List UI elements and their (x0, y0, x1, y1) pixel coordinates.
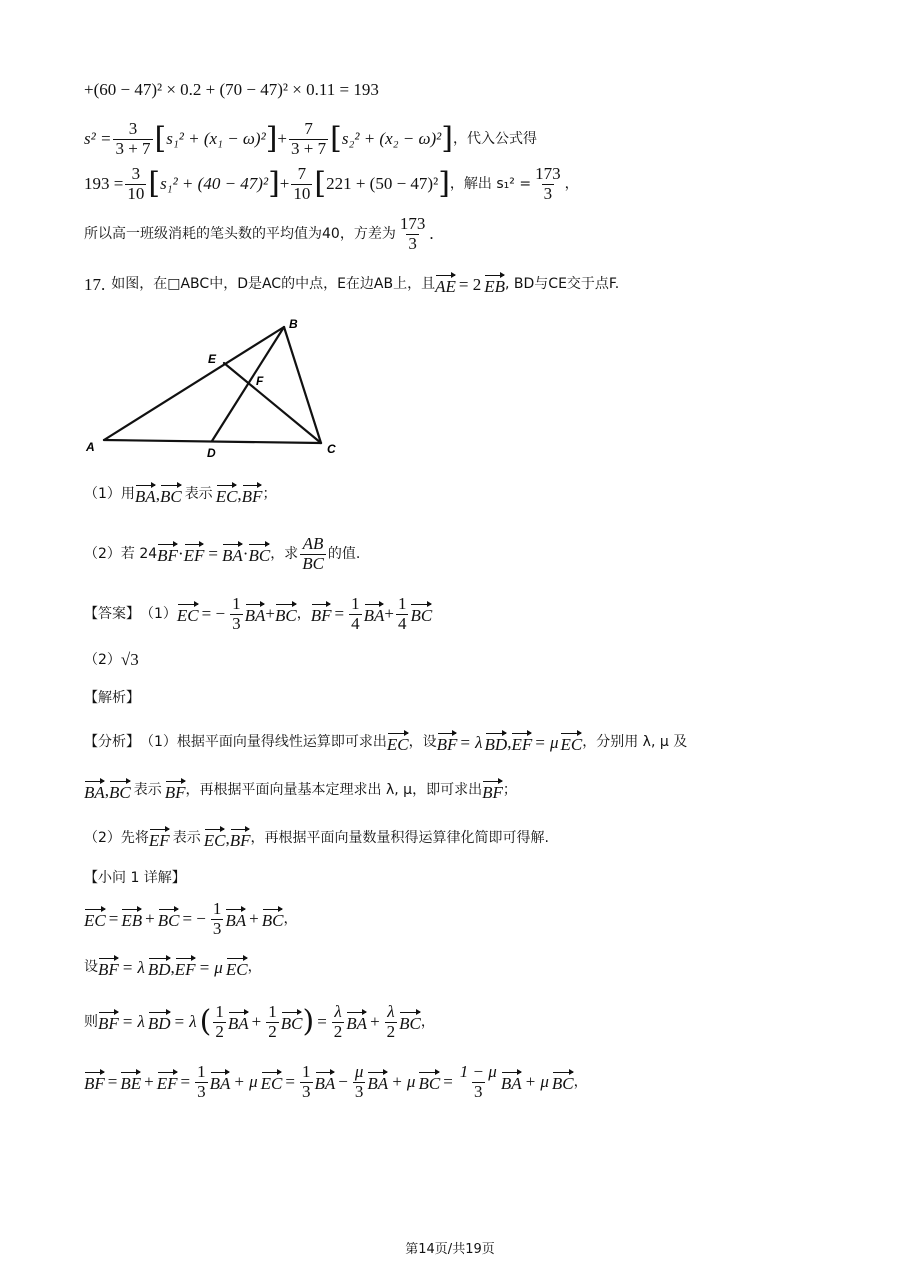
bracket-content: s₁² + (40 − 47)² (160, 173, 269, 193)
plus-sign: + (145, 908, 155, 928)
vector-ef: EF (184, 541, 205, 566)
fraction (291, 165, 312, 203)
analysis-tag-line (84, 690, 860, 707)
vector-ec: EC (226, 955, 248, 980)
comma: , (104, 780, 110, 800)
equals: = (443, 1071, 453, 1091)
fraction-denominator: 3 (302, 1081, 311, 1101)
fraction-numerator: λ (334, 1002, 342, 1021)
fraction (396, 595, 409, 633)
fraction-denominator: 10 (127, 183, 145, 203)
part-text: ，求 (270, 545, 299, 562)
fraction-numerator: 1 (212, 899, 222, 918)
equals-lambda: = λ (173, 1011, 197, 1031)
punctuation: ； (502, 782, 517, 799)
fraction-numerator: 1 (197, 1062, 206, 1081)
vector-bd: BD (148, 955, 171, 980)
paren-close: ) (302, 1004, 315, 1040)
fraction (211, 900, 224, 938)
question-text: 如图，在□ABC中，D是AC的中点，E在边AB上，且 (111, 276, 436, 293)
comma: , (237, 484, 242, 504)
bracket-content: s₂² + (x₂ − ω)² (341, 128, 442, 148)
fraction-numerator: 1 (397, 594, 407, 613)
fraction-denominator: 3 (212, 918, 222, 938)
vector-ba: BA (346, 1009, 367, 1034)
fraction-denominator: 2 (215, 1021, 224, 1041)
fraction-numerator: 1 (302, 1062, 311, 1081)
label-b: B (289, 317, 298, 331)
bracket-close: ] (268, 166, 280, 202)
equals-mu: = μ (534, 732, 559, 752)
fraction (125, 165, 146, 203)
part-text: 表示 (184, 486, 213, 503)
vector-ec: EC (216, 482, 238, 507)
fraction-denominator: 3 (197, 1081, 206, 1101)
fraction (353, 1063, 366, 1101)
detail-step-2 (84, 955, 860, 980)
equals-lambda: = λ (121, 1011, 145, 1031)
analysis-line-3 (84, 826, 860, 851)
vector-bf: BF (84, 1069, 105, 1094)
analysis-text: ，设 (408, 734, 437, 751)
plus-sign: + (279, 173, 290, 193)
fraction-numerator: 3 (128, 119, 138, 138)
vector-ef: EF (157, 1069, 178, 1094)
plus-sign: + (384, 603, 394, 623)
fraction-numerator: 1 (268, 1002, 277, 1021)
fraction (266, 1003, 279, 1041)
label-e: E (208, 352, 217, 366)
fraction-denominator: 2 (333, 1021, 343, 1041)
fraction (195, 1063, 208, 1101)
trailing-text: ，代入公式得 (453, 130, 537, 147)
answer-line (84, 595, 860, 633)
sqrt-value: √3 (120, 650, 139, 669)
vector-bc: BC (418, 1069, 440, 1094)
analysis-text: ，再根据平面向量数量积得运算律化简即可得解. (250, 830, 549, 847)
bracket-close: ] (265, 121, 278, 157)
equals: = (180, 1071, 191, 1091)
bracket-content: 221 + (50 − 47)² (326, 173, 439, 193)
vector-bf: BF (98, 955, 119, 980)
comma: , (225, 828, 230, 848)
fenxi-tag: 【分析】 (84, 734, 140, 751)
punctuation: ， (573, 1073, 588, 1090)
vector-bc: BC (158, 906, 180, 931)
analysis-text: ，分别用 λ, μ 及 (582, 734, 688, 751)
fraction-denominator: 3 (474, 1081, 483, 1101)
vector-bc: BC (399, 1009, 421, 1034)
formula-lhs: 193 = (84, 173, 124, 193)
analysis-text: 表示 (133, 782, 162, 799)
plus-sign: + (144, 1071, 154, 1091)
dot-operator: · (177, 543, 184, 563)
fraction (300, 535, 326, 573)
punctuation: ， (420, 1013, 435, 1030)
vector-bc: BC (262, 906, 284, 931)
equals-minus: = − (182, 908, 206, 928)
fraction-denominator: 10 (293, 183, 311, 203)
vector-bc: BC (248, 541, 270, 566)
vector-ef: EF (149, 826, 170, 851)
fraction-numerator: 1 (215, 1002, 224, 1021)
fraction-numerator: 7 (304, 119, 313, 138)
fraction-numerator: 1 (232, 594, 241, 613)
fraction-numerator: λ (387, 1002, 395, 1021)
vector-bf: BF (157, 541, 178, 566)
bracket-open: [ (330, 121, 342, 157)
fraction (398, 215, 428, 253)
vector-ef: EF (511, 730, 532, 755)
equals: = (208, 543, 218, 563)
fraction-denominator: 4 (397, 613, 407, 633)
answer-part-2: （2） (84, 651, 121, 668)
vector-bf: BF (242, 482, 263, 507)
vector-ec: EC (387, 730, 409, 755)
triangle-figure (84, 315, 354, 465)
vector-ba: BA (222, 541, 243, 566)
bracket-open: [ (148, 166, 161, 202)
label-a: A (86, 440, 95, 454)
detail-tag: 【小问 1 详解】 (84, 870, 186, 886)
plus-sign: + (249, 908, 259, 928)
segment-ce (224, 363, 321, 443)
part-1 (84, 482, 860, 507)
page-footer: 第14页/共19页 (405, 1242, 495, 1257)
question-number: 17. (84, 274, 106, 294)
conclusion-text: 所以高一班级消耗的笔头数的平均值为40，方差为 (84, 225, 396, 242)
equals: = (334, 603, 345, 623)
equals-mu: = μ (198, 957, 223, 977)
answer-line-2 (84, 650, 860, 670)
minus-sign: − (338, 1071, 348, 1091)
fraction-numerator: 173 (399, 214, 426, 233)
fraction-denominator: 2 (268, 1021, 277, 1041)
vector-ec: EC (204, 826, 226, 851)
part-prefix: （1）用 (84, 486, 135, 503)
formula-lhs: s² = (84, 128, 112, 148)
answer-tag: 【答案】 (84, 605, 140, 622)
equals: = (285, 1071, 295, 1091)
vector-bc: BC (410, 601, 432, 626)
formula-line-2 (84, 120, 860, 158)
vector-ec: EC (261, 1069, 283, 1094)
question-text-end: , BD与CE交于点F. (505, 276, 620, 293)
equals-lambda: = λ (121, 957, 145, 977)
fraction (213, 1003, 226, 1041)
vector-ec: EC (177, 601, 199, 626)
vector-eb: EB (121, 906, 142, 931)
vector-bf: BF (482, 778, 503, 803)
vector-ba: BA (135, 482, 156, 507)
vector-bf: BF (165, 778, 186, 803)
vector-be: BE (120, 1069, 141, 1094)
question-17 (84, 272, 860, 297)
equals: = (317, 1011, 327, 1031)
fraction (289, 120, 328, 158)
fraction (332, 1003, 345, 1041)
analysis-text: （1）根据平面向量得线性运算即可求出 (140, 734, 387, 751)
equals: = 2 (458, 274, 482, 294)
analysis-text: 表示 (172, 830, 201, 847)
comma: , (155, 484, 160, 504)
fraction-numerator: 173 (535, 164, 561, 183)
detail-tag-line (84, 870, 860, 887)
plus-sign: + (265, 603, 275, 623)
analysis-tag: 【解析】 (84, 690, 140, 706)
formula-line-1 (84, 80, 860, 100)
part-text-end: 的值. (327, 545, 361, 562)
vector-bd: BD (148, 1009, 171, 1034)
vector-bc: BC (275, 601, 297, 626)
analysis-text: ，再根据平面向量基本定理求出 λ, μ，即可求出 (185, 782, 483, 799)
bracket-content: s₁² + (x₁ − ω)² (166, 128, 266, 148)
fraction-denominator: 3 (408, 233, 417, 253)
fraction (385, 1003, 398, 1041)
fraction (300, 1063, 313, 1101)
answer-part-1: （1） (140, 605, 177, 622)
fraction (349, 595, 362, 633)
fraction-denominator: 3 (354, 1081, 364, 1101)
punctuation: ； (262, 486, 277, 503)
vector-ba: BA (84, 778, 105, 803)
plus-mu: + μ (391, 1071, 416, 1091)
comma: ， (564, 175, 579, 192)
bracket-open: [ (154, 121, 167, 157)
vector-ec: EC (560, 730, 582, 755)
vector-ec: EC (84, 906, 106, 931)
vector-bf: BF (98, 1009, 119, 1034)
vector-bf: BF (437, 730, 458, 755)
bracket-open: [ (314, 166, 327, 202)
vector-bc: BC (109, 778, 131, 803)
conclusion-line (84, 215, 860, 253)
label-d: D (207, 446, 216, 460)
punctuation: ， (283, 910, 298, 927)
vector-ba: BA (367, 1069, 388, 1094)
fraction-denominator: BC (302, 553, 324, 573)
vector-ba: BA (245, 601, 266, 626)
fraction-numerator: 1 − μ (459, 1062, 497, 1081)
analysis-line-2 (84, 778, 860, 803)
vector-ba: BA (364, 601, 385, 626)
side-bc (284, 327, 321, 443)
label-f: F (256, 374, 264, 388)
vector-bc: BC (160, 482, 182, 507)
fraction (113, 120, 152, 158)
vector-bf: BF (311, 601, 332, 626)
bracket-close: ] (438, 166, 450, 202)
vector-ba: BA (315, 1069, 336, 1094)
fraction-numerator: μ (354, 1062, 364, 1081)
vector-ba: BA (501, 1069, 522, 1094)
formula-line-3 (84, 165, 860, 203)
trailing-text: ，解出 s₁² = (449, 175, 532, 192)
fraction-denominator: 3 + 7 (115, 138, 151, 158)
plus-mu: + μ (524, 1071, 549, 1091)
paren-open: ( (199, 1004, 212, 1040)
vector-ba: BA (210, 1069, 231, 1094)
plus-sign: + (370, 1011, 380, 1031)
fraction-numerator: 3 (131, 164, 141, 183)
fraction-denominator: 3 + 7 (291, 138, 327, 158)
analysis-text: （2）先将 (84, 830, 149, 847)
equals: = (107, 1071, 118, 1091)
vector-bf: BF (230, 826, 251, 851)
plus-sign: + (251, 1011, 262, 1031)
detail-text: 则 (84, 1013, 98, 1030)
part-2 (84, 535, 860, 573)
label-c: C (327, 442, 336, 456)
fraction (230, 595, 243, 633)
fraction-denominator: 3 (232, 613, 241, 633)
part-prefix: （2）若 24 (84, 545, 158, 562)
formula-text: +(60 − 47)² × 0.2 + (70 − 47)² × 0.11 = 193 (84, 80, 379, 99)
detail-step-4 (84, 1063, 860, 1101)
vector-ae: AE (435, 272, 456, 297)
period: . (429, 223, 434, 243)
equals-lambda: = λ (459, 732, 483, 752)
vector-ef: EF (175, 955, 196, 980)
vector-bc: BC (281, 1009, 303, 1034)
equals: = (108, 908, 119, 928)
detail-text: 设 (84, 959, 98, 976)
comma: , (507, 732, 512, 752)
detail-step-3 (84, 1003, 860, 1041)
plus-mu: + μ (233, 1071, 258, 1091)
fraction-numerator: 7 (297, 164, 307, 183)
fraction-denominator: 4 (351, 613, 360, 633)
dot-operator: · (242, 543, 249, 563)
comma: , (170, 957, 175, 977)
vector-bc: BC (552, 1069, 574, 1094)
fraction-numerator: 1 (351, 594, 360, 613)
analysis-line-1 (84, 730, 860, 755)
fraction (458, 1063, 499, 1101)
bracket-close: ] (441, 121, 453, 157)
punctuation: ， (247, 959, 262, 976)
fraction-denominator: 3 (543, 183, 553, 203)
detail-step-1 (84, 900, 860, 938)
vector-eb: EB (484, 272, 505, 297)
vector-ba: BA (225, 906, 246, 931)
separator: ， (296, 605, 311, 622)
vector-bd: BD (485, 730, 508, 755)
fraction (533, 165, 563, 203)
plus-sign: + (277, 128, 288, 148)
fraction-denominator: 2 (386, 1021, 396, 1041)
equals-minus: = − (201, 603, 226, 623)
fraction-numerator: AB (302, 534, 324, 553)
vector-ba: BA (228, 1009, 249, 1034)
